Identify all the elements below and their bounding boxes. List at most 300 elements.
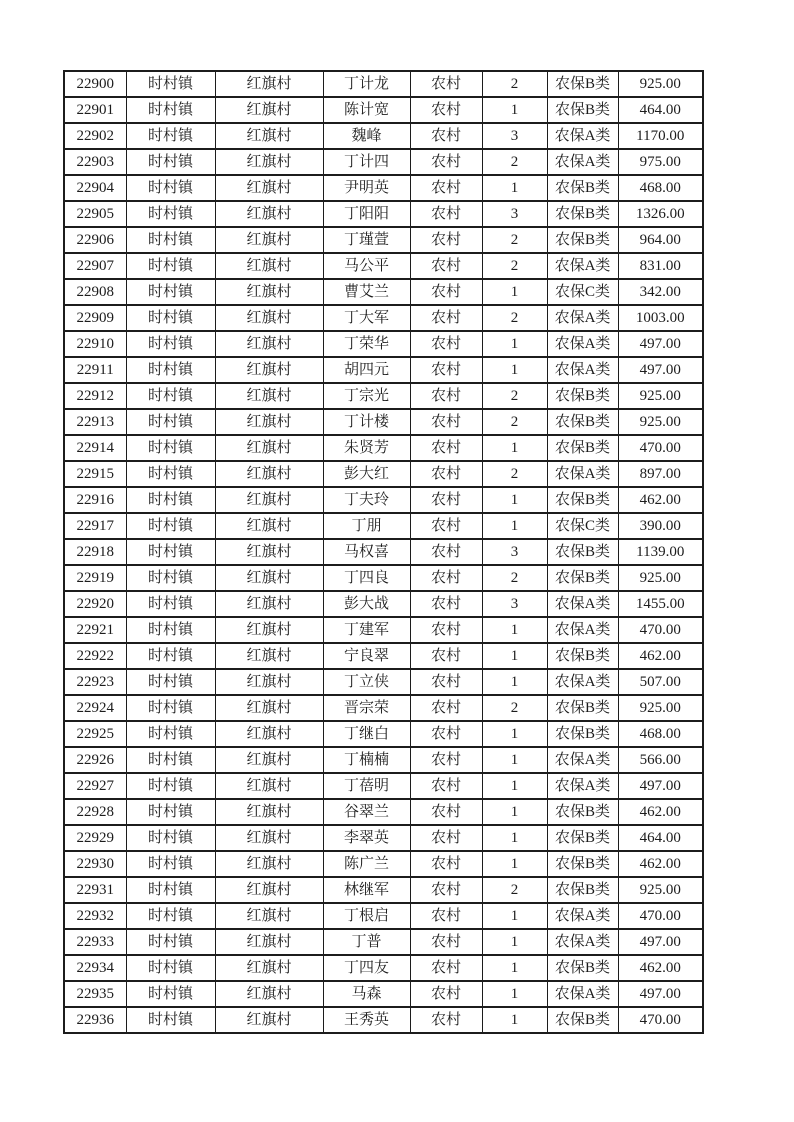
cell-amount: 897.00 (618, 461, 703, 487)
cell-insurance-type: 农保B类 (547, 643, 618, 669)
cell-person-name: 丁阳阳 (323, 201, 410, 227)
cell-town: 时村镇 (126, 71, 215, 97)
cell-village: 红旗村 (215, 929, 323, 955)
table-row (64, 825, 703, 851)
cell-amount: 468.00 (618, 721, 703, 747)
cell-area-type: 农村 (410, 383, 482, 409)
cell-village: 红旗村 (215, 955, 323, 981)
cell-village: 红旗村 (215, 1007, 323, 1033)
table-row (64, 435, 703, 461)
cell-insurance-type: 农保A类 (547, 357, 618, 383)
cell-record-id: 22914 (64, 435, 126, 461)
cell-area-type: 农村 (410, 903, 482, 929)
cell-amount: 462.00 (618, 799, 703, 825)
cell-amount: 497.00 (618, 929, 703, 955)
cell-amount: 1170.00 (618, 123, 703, 149)
cell-town: 时村镇 (126, 357, 215, 383)
cell-area-type: 农村 (410, 253, 482, 279)
cell-town: 时村镇 (126, 461, 215, 487)
table-row (64, 617, 703, 643)
cell-town: 时村镇 (126, 773, 215, 799)
cell-amount: 566.00 (618, 747, 703, 773)
cell-insurance-type: 农保B类 (547, 539, 618, 565)
cell-town: 时村镇 (126, 1007, 215, 1033)
cell-village: 红旗村 (215, 825, 323, 851)
cell-insurance-type: 农保B类 (547, 721, 618, 747)
cell-area-type: 农村 (410, 929, 482, 955)
cell-person-name: 胡四元 (323, 357, 410, 383)
cell-insurance-type: 农保B类 (547, 227, 618, 253)
cell-insurance-type: 农保B类 (547, 695, 618, 721)
benefit-roster-table (63, 70, 704, 1034)
cell-insurance-type: 农保A类 (547, 929, 618, 955)
cell-village: 红旗村 (215, 903, 323, 929)
cell-record-id: 22926 (64, 747, 126, 773)
cell-record-id: 22933 (64, 929, 126, 955)
cell-area-type: 农村 (410, 279, 482, 305)
cell-person-name: 彭大红 (323, 461, 410, 487)
cell-area-type: 农村 (410, 513, 482, 539)
cell-village: 红旗村 (215, 435, 323, 461)
cell-area-type: 农村 (410, 539, 482, 565)
cell-person-count: 1 (482, 721, 547, 747)
cell-area-type: 农村 (410, 71, 482, 97)
table-row (64, 201, 703, 227)
table-row (64, 695, 703, 721)
cell-person-name: 丁计楼 (323, 409, 410, 435)
cell-record-id: 22927 (64, 773, 126, 799)
cell-person-count: 3 (482, 591, 547, 617)
cell-area-type: 农村 (410, 773, 482, 799)
cell-person-name: 丁楠楠 (323, 747, 410, 773)
cell-person-count: 1 (482, 97, 547, 123)
cell-town: 时村镇 (126, 877, 215, 903)
cell-person-name: 晋宗荣 (323, 695, 410, 721)
table-row (64, 279, 703, 305)
cell-area-type: 农村 (410, 851, 482, 877)
cell-area-type: 农村 (410, 565, 482, 591)
cell-person-count: 3 (482, 201, 547, 227)
cell-record-id: 22925 (64, 721, 126, 747)
cell-insurance-type: 农保A类 (547, 149, 618, 175)
cell-record-id: 22922 (64, 643, 126, 669)
table-row (64, 747, 703, 773)
table-row (64, 461, 703, 487)
cell-insurance-type: 农保A类 (547, 123, 618, 149)
cell-town: 时村镇 (126, 149, 215, 175)
cell-person-name: 彭大战 (323, 591, 410, 617)
cell-town: 时村镇 (126, 201, 215, 227)
cell-amount: 497.00 (618, 331, 703, 357)
cell-village: 红旗村 (215, 773, 323, 799)
cell-amount: 497.00 (618, 773, 703, 799)
cell-village: 红旗村 (215, 565, 323, 591)
cell-record-id: 22916 (64, 487, 126, 513)
cell-person-count: 1 (482, 435, 547, 461)
cell-town: 时村镇 (126, 643, 215, 669)
cell-record-id: 22903 (64, 149, 126, 175)
cell-person-count: 1 (482, 955, 547, 981)
cell-record-id: 22906 (64, 227, 126, 253)
cell-person-name: 宁良翠 (323, 643, 410, 669)
cell-amount: 1326.00 (618, 201, 703, 227)
table-row (64, 877, 703, 903)
cell-person-count: 1 (482, 747, 547, 773)
cell-village: 红旗村 (215, 357, 323, 383)
table-row (64, 539, 703, 565)
cell-amount: 925.00 (618, 383, 703, 409)
cell-record-id: 22909 (64, 305, 126, 331)
cell-person-count: 2 (482, 695, 547, 721)
cell-village: 红旗村 (215, 721, 323, 747)
table-row (64, 669, 703, 695)
cell-village: 红旗村 (215, 981, 323, 1007)
cell-person-name: 朱贤芳 (323, 435, 410, 461)
cell-record-id: 22913 (64, 409, 126, 435)
cell-record-id: 22912 (64, 383, 126, 409)
cell-town: 时村镇 (126, 903, 215, 929)
cell-village: 红旗村 (215, 279, 323, 305)
cell-person-name: 谷翠兰 (323, 799, 410, 825)
cell-town: 时村镇 (126, 851, 215, 877)
cell-person-count: 2 (482, 565, 547, 591)
cell-village: 红旗村 (215, 851, 323, 877)
cell-amount: 470.00 (618, 435, 703, 461)
cell-town: 时村镇 (126, 799, 215, 825)
cell-amount: 925.00 (618, 877, 703, 903)
cell-person-name: 丁继白 (323, 721, 410, 747)
cell-town: 时村镇 (126, 981, 215, 1007)
cell-amount: 507.00 (618, 669, 703, 695)
cell-village: 红旗村 (215, 123, 323, 149)
cell-insurance-type: 农保B类 (547, 487, 618, 513)
cell-amount: 975.00 (618, 149, 703, 175)
cell-record-id: 22932 (64, 903, 126, 929)
cell-area-type: 农村 (410, 825, 482, 851)
cell-area-type: 农村 (410, 643, 482, 669)
cell-record-id: 22911 (64, 357, 126, 383)
cell-town: 时村镇 (126, 227, 215, 253)
cell-amount: 462.00 (618, 487, 703, 513)
cell-person-name: 丁建军 (323, 617, 410, 643)
cell-insurance-type: 农保B类 (547, 1007, 618, 1033)
cell-person-name: 马森 (323, 981, 410, 1007)
cell-amount: 1139.00 (618, 539, 703, 565)
cell-amount: 925.00 (618, 409, 703, 435)
table-row (64, 851, 703, 877)
cell-town: 时村镇 (126, 955, 215, 981)
cell-insurance-type: 农保B类 (547, 175, 618, 201)
cell-village: 红旗村 (215, 695, 323, 721)
cell-amount: 925.00 (618, 695, 703, 721)
cell-amount: 925.00 (618, 565, 703, 591)
cell-person-name: 丁瑾萱 (323, 227, 410, 253)
cell-person-name: 魏峰 (323, 123, 410, 149)
cell-amount: 468.00 (618, 175, 703, 201)
cell-person-count: 2 (482, 877, 547, 903)
table-row (64, 123, 703, 149)
cell-area-type: 农村 (410, 877, 482, 903)
cell-person-count: 1 (482, 643, 547, 669)
cell-person-count: 3 (482, 539, 547, 565)
cell-insurance-type: 农保B类 (547, 877, 618, 903)
cell-area-type: 农村 (410, 487, 482, 513)
cell-record-id: 22918 (64, 539, 126, 565)
cell-insurance-type: 农保B类 (547, 201, 618, 227)
cell-insurance-type: 农保A类 (547, 617, 618, 643)
cell-person-count: 1 (482, 357, 547, 383)
cell-amount: 462.00 (618, 643, 703, 669)
cell-insurance-type: 农保A类 (547, 253, 618, 279)
cell-village: 红旗村 (215, 747, 323, 773)
cell-area-type: 农村 (410, 175, 482, 201)
cell-village: 红旗村 (215, 461, 323, 487)
cell-person-name: 马公平 (323, 253, 410, 279)
table-row (64, 357, 703, 383)
cell-person-count: 2 (482, 71, 547, 97)
cell-area-type: 农村 (410, 721, 482, 747)
cell-person-count: 1 (482, 669, 547, 695)
cell-record-id: 22900 (64, 71, 126, 97)
cell-amount: 470.00 (618, 617, 703, 643)
cell-person-name: 丁蓓明 (323, 773, 410, 799)
cell-record-id: 22917 (64, 513, 126, 539)
table-row (64, 591, 703, 617)
cell-person-name: 陈计宽 (323, 97, 410, 123)
cell-town: 时村镇 (126, 617, 215, 643)
cell-town: 时村镇 (126, 487, 215, 513)
cell-town: 时村镇 (126, 929, 215, 955)
cell-record-id: 22921 (64, 617, 126, 643)
cell-town: 时村镇 (126, 669, 215, 695)
cell-person-name: 林继军 (323, 877, 410, 903)
cell-person-count: 2 (482, 409, 547, 435)
cell-person-name: 丁夫玲 (323, 487, 410, 513)
cell-town: 时村镇 (126, 123, 215, 149)
cell-person-count: 1 (482, 487, 547, 513)
cell-person-count: 1 (482, 331, 547, 357)
cell-person-count: 1 (482, 1007, 547, 1033)
cell-person-name: 李翠英 (323, 825, 410, 851)
cell-area-type: 农村 (410, 357, 482, 383)
cell-area-type: 农村 (410, 669, 482, 695)
cell-town: 时村镇 (126, 747, 215, 773)
cell-village: 红旗村 (215, 539, 323, 565)
cell-person-name: 丁四良 (323, 565, 410, 591)
cell-village: 红旗村 (215, 383, 323, 409)
cell-person-count: 2 (482, 305, 547, 331)
cell-person-count: 1 (482, 929, 547, 955)
cell-insurance-type: 农保C类 (547, 513, 618, 539)
cell-amount: 464.00 (618, 825, 703, 851)
cell-area-type: 农村 (410, 149, 482, 175)
cell-person-name: 丁普 (323, 929, 410, 955)
cell-insurance-type: 农保A类 (547, 747, 618, 773)
cell-person-name: 丁宗光 (323, 383, 410, 409)
table-row (64, 253, 703, 279)
cell-amount: 964.00 (618, 227, 703, 253)
cell-village: 红旗村 (215, 487, 323, 513)
cell-area-type: 农村 (410, 1007, 482, 1033)
cell-village: 红旗村 (215, 591, 323, 617)
cell-village: 红旗村 (215, 409, 323, 435)
cell-area-type: 农村 (410, 97, 482, 123)
cell-record-id: 22935 (64, 981, 126, 1007)
cell-insurance-type: 农保B类 (547, 435, 618, 461)
cell-town: 时村镇 (126, 383, 215, 409)
table-body (64, 71, 703, 1033)
cell-person-count: 1 (482, 617, 547, 643)
cell-village: 红旗村 (215, 97, 323, 123)
cell-insurance-type: 农保B类 (547, 799, 618, 825)
cell-person-count: 2 (482, 227, 547, 253)
table-row (64, 513, 703, 539)
table-row (64, 903, 703, 929)
table-row (64, 929, 703, 955)
cell-amount: 342.00 (618, 279, 703, 305)
cell-insurance-type: 农保B类 (547, 825, 618, 851)
cell-town: 时村镇 (126, 539, 215, 565)
table-row (64, 1007, 703, 1033)
cell-town: 时村镇 (126, 435, 215, 461)
cell-insurance-type: 农保A类 (547, 903, 618, 929)
cell-area-type: 农村 (410, 591, 482, 617)
cell-record-id: 22907 (64, 253, 126, 279)
table-row (64, 643, 703, 669)
cell-insurance-type: 农保B类 (547, 71, 618, 97)
cell-person-name: 陈广兰 (323, 851, 410, 877)
cell-record-id: 22931 (64, 877, 126, 903)
cell-amount: 497.00 (618, 981, 703, 1007)
table-row (64, 71, 703, 97)
cell-village: 红旗村 (215, 149, 323, 175)
cell-person-count: 1 (482, 981, 547, 1007)
cell-person-count: 1 (482, 513, 547, 539)
cell-area-type: 农村 (410, 227, 482, 253)
cell-record-id: 22923 (64, 669, 126, 695)
cell-town: 时村镇 (126, 331, 215, 357)
cell-person-name: 丁根启 (323, 903, 410, 929)
cell-town: 时村镇 (126, 591, 215, 617)
cell-town: 时村镇 (126, 253, 215, 279)
table-row (64, 981, 703, 1007)
cell-town: 时村镇 (126, 721, 215, 747)
table-row (64, 409, 703, 435)
cell-insurance-type: 农保A类 (547, 331, 618, 357)
cell-town: 时村镇 (126, 695, 215, 721)
cell-village: 红旗村 (215, 305, 323, 331)
cell-insurance-type: 农保A类 (547, 305, 618, 331)
table-row (64, 227, 703, 253)
cell-insurance-type: 农保A类 (547, 591, 618, 617)
cell-amount: 470.00 (618, 1007, 703, 1033)
cell-amount: 462.00 (618, 955, 703, 981)
cell-amount: 462.00 (618, 851, 703, 877)
cell-record-id: 22930 (64, 851, 126, 877)
cell-insurance-type: 农保B类 (547, 851, 618, 877)
cell-person-count: 2 (482, 383, 547, 409)
cell-person-count: 1 (482, 825, 547, 851)
cell-record-id: 22915 (64, 461, 126, 487)
cell-town: 时村镇 (126, 279, 215, 305)
cell-insurance-type: 农保A类 (547, 669, 618, 695)
cell-person-count: 2 (482, 149, 547, 175)
cell-person-name: 丁大军 (323, 305, 410, 331)
cell-village: 红旗村 (215, 253, 323, 279)
cell-record-id: 22924 (64, 695, 126, 721)
table-row (64, 773, 703, 799)
cell-insurance-type: 农保B类 (547, 565, 618, 591)
cell-area-type: 农村 (410, 435, 482, 461)
cell-person-name: 丁计四 (323, 149, 410, 175)
cell-town: 时村镇 (126, 175, 215, 201)
cell-insurance-type: 农保B类 (547, 955, 618, 981)
cell-town: 时村镇 (126, 565, 215, 591)
cell-person-count: 1 (482, 799, 547, 825)
table-row (64, 305, 703, 331)
table-row (64, 97, 703, 123)
cell-record-id: 22934 (64, 955, 126, 981)
cell-village: 红旗村 (215, 513, 323, 539)
cell-person-name: 丁荣华 (323, 331, 410, 357)
cell-person-name: 马权喜 (323, 539, 410, 565)
cell-insurance-type: 农保B类 (547, 97, 618, 123)
cell-insurance-type: 农保B类 (547, 409, 618, 435)
cell-person-name: 曹艾兰 (323, 279, 410, 305)
cell-area-type: 农村 (410, 955, 482, 981)
table-row (64, 331, 703, 357)
cell-person-name: 丁计龙 (323, 71, 410, 97)
cell-village: 红旗村 (215, 877, 323, 903)
cell-record-id: 22908 (64, 279, 126, 305)
cell-insurance-type: 农保B类 (547, 383, 618, 409)
cell-amount: 464.00 (618, 97, 703, 123)
cell-insurance-type: 农保A类 (547, 981, 618, 1007)
cell-person-name: 王秀英 (323, 1007, 410, 1033)
cell-person-count: 1 (482, 175, 547, 201)
cell-insurance-type: 农保A类 (547, 461, 618, 487)
cell-person-count: 1 (482, 773, 547, 799)
cell-area-type: 农村 (410, 799, 482, 825)
cell-amount: 390.00 (618, 513, 703, 539)
cell-amount: 1003.00 (618, 305, 703, 331)
cell-record-id: 22904 (64, 175, 126, 201)
cell-village: 红旗村 (215, 227, 323, 253)
cell-amount: 497.00 (618, 357, 703, 383)
table-row (64, 565, 703, 591)
cell-area-type: 农村 (410, 695, 482, 721)
cell-amount: 470.00 (618, 903, 703, 929)
cell-village: 红旗村 (215, 201, 323, 227)
cell-village: 红旗村 (215, 331, 323, 357)
cell-village: 红旗村 (215, 669, 323, 695)
table-row (64, 721, 703, 747)
table-row (64, 149, 703, 175)
cell-amount: 925.00 (618, 71, 703, 97)
cell-village: 红旗村 (215, 799, 323, 825)
cell-town: 时村镇 (126, 305, 215, 331)
cell-area-type: 农村 (410, 461, 482, 487)
cell-area-type: 农村 (410, 123, 482, 149)
cell-town: 时村镇 (126, 825, 215, 851)
cell-amount: 1455.00 (618, 591, 703, 617)
cell-area-type: 农村 (410, 305, 482, 331)
cell-person-name: 丁四友 (323, 955, 410, 981)
cell-person-count: 2 (482, 253, 547, 279)
cell-record-id: 22936 (64, 1007, 126, 1033)
cell-insurance-type: 农保C类 (547, 279, 618, 305)
cell-person-name: 丁朋 (323, 513, 410, 539)
